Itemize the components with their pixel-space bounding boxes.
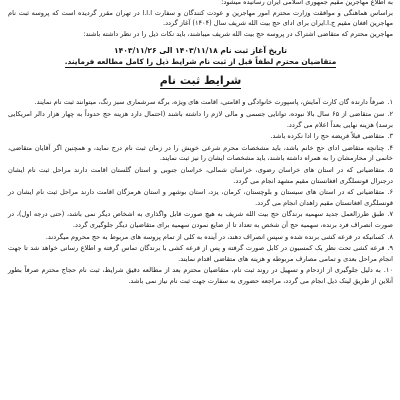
condition-text: کسانیکه در قرعه کشی برنده شده و سپس انصراف دهند، در آینده به کلی از تمام پروسه های مربوط به حج محروم میگردند. <box>45 232 385 241</box>
condition-number: ۴. <box>387 143 393 152</box>
condition-text: قرعه کشی تحت نظر یک کمسیون در کابل صورت گرفته و پس از قرعه کشی با برندگان تماس گرفته و اطلاع رسانی خواهد شد تا جهت انجام مراحل بعدی و تمامی مصارف مربوطه و هزینه های متقاضی اقدام نمایند. <box>8 244 393 263</box>
condition-item <box>8 187 393 208</box>
condition-text: به دلیل جلوگیری از ازدحام و تسهیل در روند ثبت نام، متقاضیان محترم بعد از مطالعه دقیق شرایط، ثبت نام حجاج محترم صرفاً بطور آنلاین از طریق لینک ذیل انجام می گردد، مراجعه حضوری به سفارت جهت ثبت نام نیاز نمی باشد. <box>8 266 393 285</box>
condition-text: سن متقاضی از ۶۵ سال بالا نبوده، توانایی جسمی و مالی لازم را داشته باشند (احتمال دارد هزینه حج حدوداً به چهار هزار دالر امریکایی برسد) هزینه نهایی بعداً اعلام می گردد. <box>8 109 393 129</box>
condition-number: ۸. <box>387 232 393 241</box>
condition-text: متقاضی قبلاً فریضه حج را ادا نکرده باشد. <box>270 132 385 141</box>
condition-text: متقاضیانی که در استان های سیستان و بلوچستان، کرمان، یزد، استان بوشهر و استان هرمزگان اقامت دارند مراحل ثبت نام ایشان در قونسلگری افغانستان مقیم زاهدان انجام می گردد. <box>8 188 393 207</box>
intro-section <box>8 0 393 39</box>
condition-item <box>8 209 393 230</box>
registration-notice <box>8 56 393 67</box>
intro-paragraph-3: مهاجرین محترم که متقاضی اشتراک در پروسه حج بیت الله شریف میباشند، باید نکات ذیل را در نظر داشته باشند: <box>83 29 393 38</box>
intro-paragraph-1: به اطلاع مهاجرین مقیم جمهوری اسلامی ایران رسانیده میشود: <box>221 0 393 6</box>
condition-text: طبق طرزالعمل جدید سهمیه برندگان حج بیت الله شریف به هیچ صورت قابل واگذاری به اشخاص دیگر نمی باشد، (حتی درجه اول)، در صورت انصراف فرد برنده، سهمیه حج آن شخص به تعداد تا از ضایع نمودن سهمیه برای متقاضیان دیگر جلوگیری گردد. <box>8 210 393 229</box>
conditions-title-text: شرایط ثبت نام <box>159 74 242 88</box>
intro-paragraph-2: براساس هماهنگی و موافقت وزارت محترم امور مهاجرین و عودت کنندگان و سفارت ا.ا.ا در تهران مقرر گردیده است که پروسه ثبت نام مهاجرین افغان مقیم ج.ا.ایران برای ادای حج بیت الله شریف سال (۱۴۰۴) آغاز گردد. <box>8 8 393 28</box>
condition-number: ۳. <box>387 132 393 141</box>
condition-number: ۵. <box>387 165 393 174</box>
condition-number: ۶. <box>387 188 393 197</box>
condition-number: ۱۰. <box>383 266 393 275</box>
condition-item <box>8 243 393 264</box>
condition-item <box>8 232 393 243</box>
conditions-title <box>8 73 393 89</box>
condition-text: صرفاً دارنده گان کارت آمایش، پاسپورت خانوادگی و اقامتی، اقامت های ویژه، برگه سرشماری سبز رنگ، میتوانند ثبت نام نمایند. <box>34 98 385 107</box>
condition-number: ۱. <box>387 98 393 107</box>
condition-number: ۲. <box>387 109 393 118</box>
registration-dates: تاریخ آغاز ثبت نام ۱۴۰۳/۱۱/۱۸ الی ۱۴۰۳/۱۱/۲۶ <box>114 46 287 56</box>
condition-number: ۹. <box>387 244 393 253</box>
conditions-list <box>8 97 393 286</box>
condition-item <box>8 265 393 286</box>
condition-item <box>8 131 393 142</box>
condition-item <box>8 97 393 108</box>
condition-item <box>8 109 393 130</box>
registration-notice-text: متقاضیان محترم لطفاً قبل از ثبت نام شرایط ذیل را کامل مطالعه فرمایند. <box>64 57 337 67</box>
condition-item <box>8 165 393 186</box>
condition-text: متقاضیانی که در استان های خراسان رضوی، خراسان شمالی، خراسان جنوبی و استان گلستان اقامت دارند مراحل ثبت نام ایشان درجنرال قونسلگری افغانستان مقیم مشهد انجام می گردد. <box>8 165 393 185</box>
condition-text: چنانچه متقاضی ادای حج خانم باشد، باید مشخصات محرم شرعی خویش را در زمان ثبت نام درج نماید، و همچنین اگر آقایان متقاضی، خانمی از محارمشان را به همراه داشته باشند، باید مشخصات ایشان را نیز ثبت نمایند. <box>8 143 393 163</box>
condition-number: ۷. <box>387 210 393 219</box>
condition-item <box>8 143 393 164</box>
